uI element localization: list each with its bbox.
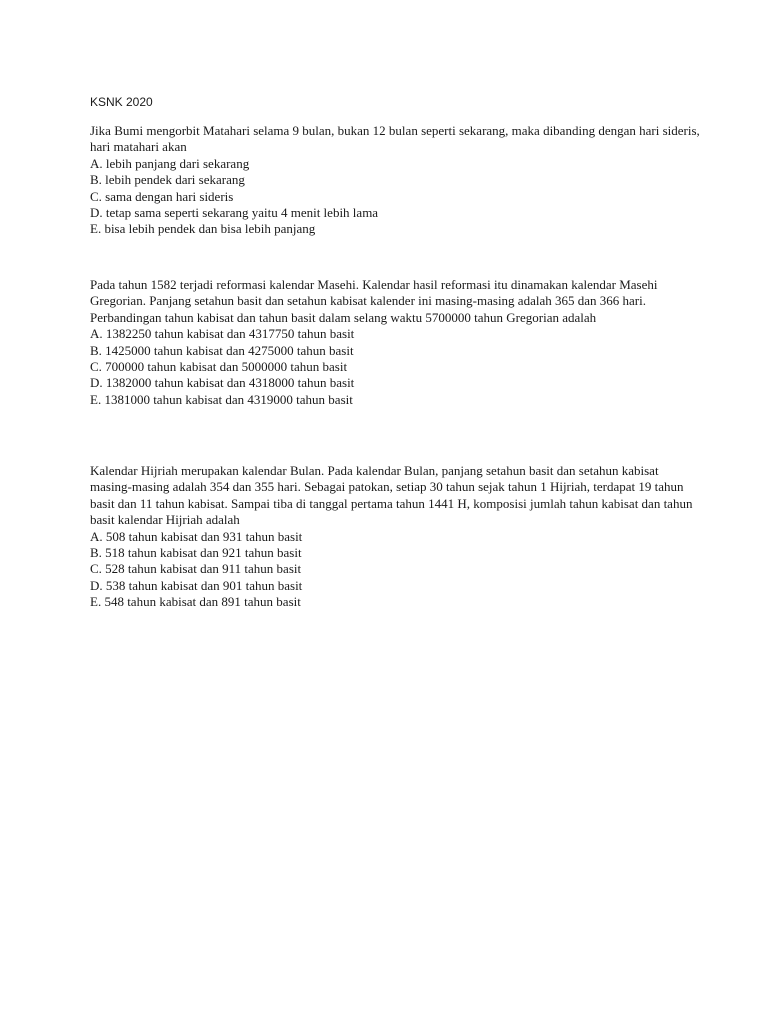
option-b: B. 518 tahun kabisat dan 921 tahun basit [90, 545, 302, 561]
option-d: D. tetap sama seperti sekarang yaitu 4 menit lebih lama [90, 205, 379, 221]
question-stem: Jika Bumi mengorbit Matahari selama 9 bulan, bukan 12 bulan seperti sekarang, maka dibanding dengan hari sideris, hari matahari akan [90, 123, 700, 155]
option-e: E. 548 tahun kabisat dan 891 tahun basit [90, 594, 301, 610]
option-b: B. 1425000 tahun kabisat dan 4275000 tahun basit [90, 342, 354, 358]
option-c: C. 700000 tahun kabisat dan 5000000 tahun basit [90, 359, 348, 375]
question-2 [90, 277, 700, 408]
option-a: A. lebih panjang dari sekarang [90, 155, 250, 171]
answer-options [90, 326, 700, 408]
option-e: E. bisa lebih pendek dan bisa lebih panjang [90, 221, 316, 237]
question-stem: Pada tahun 1582 terjadi reformasi kalendar Masehi. Kalendar hasil reformasi itu dinamakan kalendar Masehi Gregorian. Panjang setahun basit dan setahun kabisat kalender ini masing-masing adalah 365 dan 366 hari. Perbandingan tahun kabisat dan tahun basit dalam selang waktu 5700000 tahun Gregorian adalah [90, 277, 658, 325]
option-a: A. 1382250 tahun kabisat dan 4317750 tahun basit [90, 326, 355, 342]
question-3 [90, 463, 700, 611]
option-c: C. sama dengan hari sideris [90, 188, 234, 204]
option-d: D. 538 tahun kabisat dan 901 tahun basit [90, 577, 303, 593]
question-stem: Kalendar Hijriah merupakan kalendar Bulan. Pada kalendar Bulan, panjang setahun basit dan setahun kabisat masing-masing adalah 354 dan 355 hari. Sebagai patokan, setiap 30 tahun sejak tahun 1 Hijriah, terdapat 19 tahun basit dan 11 tahun kabisat. Sampai tiba di tanggal pertama tahun 1441 H, komposisi jumlah tahun kabisat dan tahun basit kalendar Hijriah adalah [90, 463, 693, 528]
option-c: C. 528 tahun kabisat dan 911 tahun basit [90, 561, 302, 577]
answer-options [90, 529, 700, 611]
question-1 [90, 123, 700, 238]
option-d: D. 1382000 tahun kabisat dan 4318000 tahun basit [90, 375, 355, 391]
document-title: KSNK 2020 [90, 95, 153, 109]
option-b: B. lebih pendek dari sekarang [90, 172, 245, 188]
option-e: E. 1381000 tahun kabisat dan 4319000 tahun basit [90, 391, 353, 407]
option-a: A. 508 tahun kabisat dan 931 tahun basit [90, 528, 303, 544]
answer-options [90, 156, 700, 238]
